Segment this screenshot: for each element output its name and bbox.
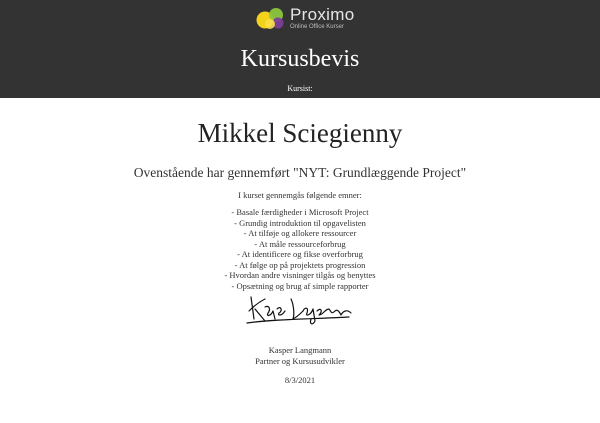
signer-name: Kasper Langmann [268,345,332,355]
topic-item: - Opsætning og brug af simple rapporter [231,280,369,291]
topic-item: - Basale færdigheder i Microsoft Project [231,207,369,217]
topic-item: - At identificere og fikse overforbrug [237,249,363,259]
topic-item: - Hvordan andre visninger tilgås og benyttes [224,270,376,280]
signer-role: Partner og Kursusudvikler [255,356,345,366]
course-completed-text: Ovenstående har gennemført "NYT: Grundlæggende Project" [133,165,467,180]
certificate-title: Kursusbevis [240,46,360,72]
certificate-header [0,0,600,98]
participant-label: Kursist: [287,84,313,93]
topic-item: - At følge op på projektets progression [234,259,366,270]
topics-list [0,207,600,291]
proximo-logo [256,5,376,33]
brand-tagline: Online Office Kurser [290,24,344,30]
issue-date: 8/3/2021 [284,375,316,385]
topic-item: - Grundig introduktion til opgavelisten [234,217,366,228]
brand-name: Proximo [290,5,355,24]
proximo-logo-icon [256,7,286,31]
topic-item: - At tilføje og allokere ressourcer [243,228,357,238]
participant-name: Mikkel Sciegienny [197,118,403,148]
topic-item: - At måle ressourceforbrug [254,238,346,249]
handwritten-signature [245,289,355,329]
topics-intro: I kurset gennemgås følgende emner: [238,190,362,200]
